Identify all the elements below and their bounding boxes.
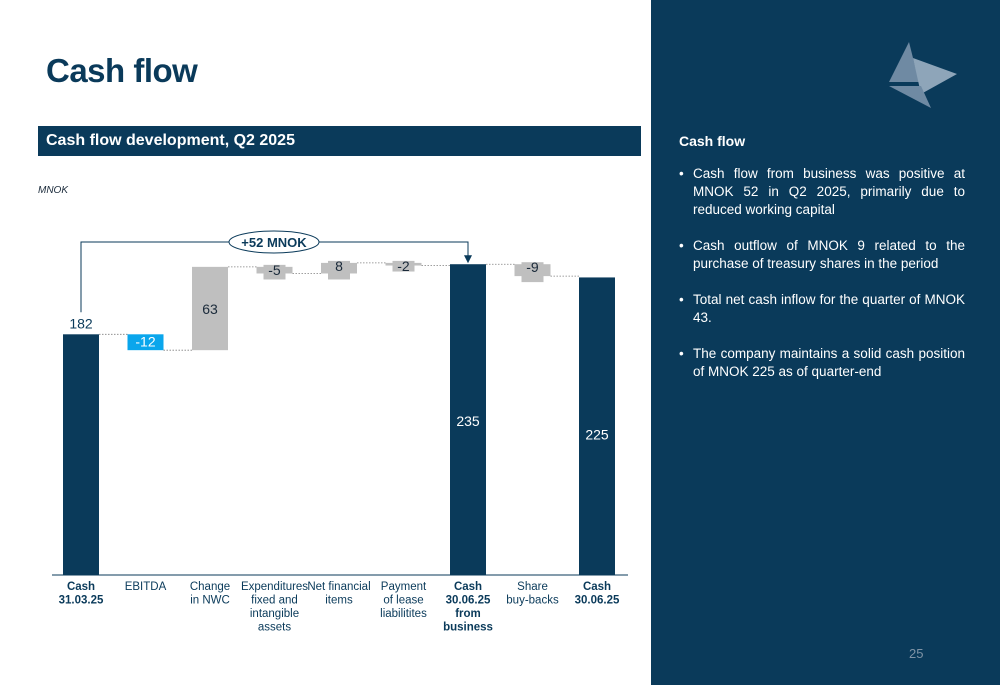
annotation-arrow-icon bbox=[464, 255, 472, 263]
category-tick-label bbox=[506, 581, 559, 607]
category-tick-label bbox=[443, 581, 493, 634]
bullet-item: • Cash outflow of MNOK 9 related to the purchase of treasury shares in the period bbox=[679, 237, 965, 273]
category-tick-label-line: 30.06.25 bbox=[445, 594, 491, 607]
bar-value-label: -5 bbox=[268, 261, 281, 278]
bullet-item: • Cash flow from business was positive at MNOK 52 in Q2 2025, primarily due to reduced working capital bbox=[679, 165, 965, 219]
category-tick-label-line: EBITDA bbox=[124, 581, 167, 593]
category-tick-label-line: liabilitites bbox=[380, 608, 427, 620]
annotation-label: +52 MNOK bbox=[241, 235, 307, 250]
category-tick-label-line: Payment bbox=[380, 581, 427, 593]
category-tick-label-line: fixed and bbox=[251, 594, 298, 607]
category-tick-label bbox=[190, 581, 230, 607]
category-tick-label bbox=[59, 581, 104, 607]
panel-title: Cash flow bbox=[679, 133, 746, 149]
chart-header: Cash flow development, Q2 2025 bbox=[38, 126, 641, 156]
category-tick-label bbox=[125, 581, 167, 593]
category-tick-label-line: 31.03.25 bbox=[58, 594, 104, 607]
slide-title: Cash flow bbox=[46, 52, 198, 89]
bullet-list bbox=[679, 165, 965, 399]
category-tick-label-line: Change bbox=[189, 581, 231, 593]
category-tick-label-line: 30.06.25 bbox=[574, 594, 620, 607]
page-number: 25 bbox=[909, 646, 924, 661]
bar-value-label: 225 bbox=[585, 426, 609, 443]
category-tick-label-line: Net financial bbox=[307, 581, 371, 593]
logo-icon bbox=[887, 40, 959, 112]
bar-value-label: -12 bbox=[135, 333, 156, 350]
category-tick-label-line: assets bbox=[257, 621, 292, 634]
category-tick-label-line: Cash bbox=[582, 581, 612, 593]
category-tick-label-line: Share bbox=[517, 581, 548, 593]
category-tick-label-line: Cash bbox=[66, 581, 96, 593]
category-tick-label-line: in NWC bbox=[190, 594, 230, 607]
category-tick-label-line: buy-backs bbox=[506, 594, 559, 607]
category-tick-label-line: business bbox=[443, 621, 493, 634]
bar-value-label: -9 bbox=[526, 259, 539, 276]
bullet-item: • Total net cash inflow for the quarter of MNOK 43. bbox=[679, 291, 965, 327]
category-tick-label bbox=[241, 581, 308, 634]
bar bbox=[63, 334, 99, 575]
bullet-item: • The company maintains a solid cash position of MNOK 225 as of quarter-end bbox=[679, 345, 965, 381]
unit-label: MNOK bbox=[38, 185, 68, 196]
bar-value-label: 8 bbox=[335, 257, 343, 274]
category-tick-label bbox=[307, 581, 370, 607]
category-tick-label-line: intangible bbox=[249, 608, 300, 620]
category-tick-label-line: from bbox=[455, 608, 481, 620]
bar-value-label: 182 bbox=[69, 315, 93, 332]
category-tick-label bbox=[575, 581, 620, 607]
category-tick-label bbox=[380, 581, 427, 620]
category-tick-label-line: items bbox=[325, 594, 353, 607]
category-tick-label-line: Expenditures bbox=[240, 581, 309, 593]
bar-value-label: -2 bbox=[397, 257, 410, 274]
right-panel bbox=[651, 0, 1000, 685]
bar-value-label: 235 bbox=[456, 413, 480, 430]
category-tick-label-line: of lease bbox=[383, 594, 424, 607]
bar-value-label: 63 bbox=[202, 300, 218, 317]
category-tick-label-line: Cash bbox=[453, 581, 483, 593]
